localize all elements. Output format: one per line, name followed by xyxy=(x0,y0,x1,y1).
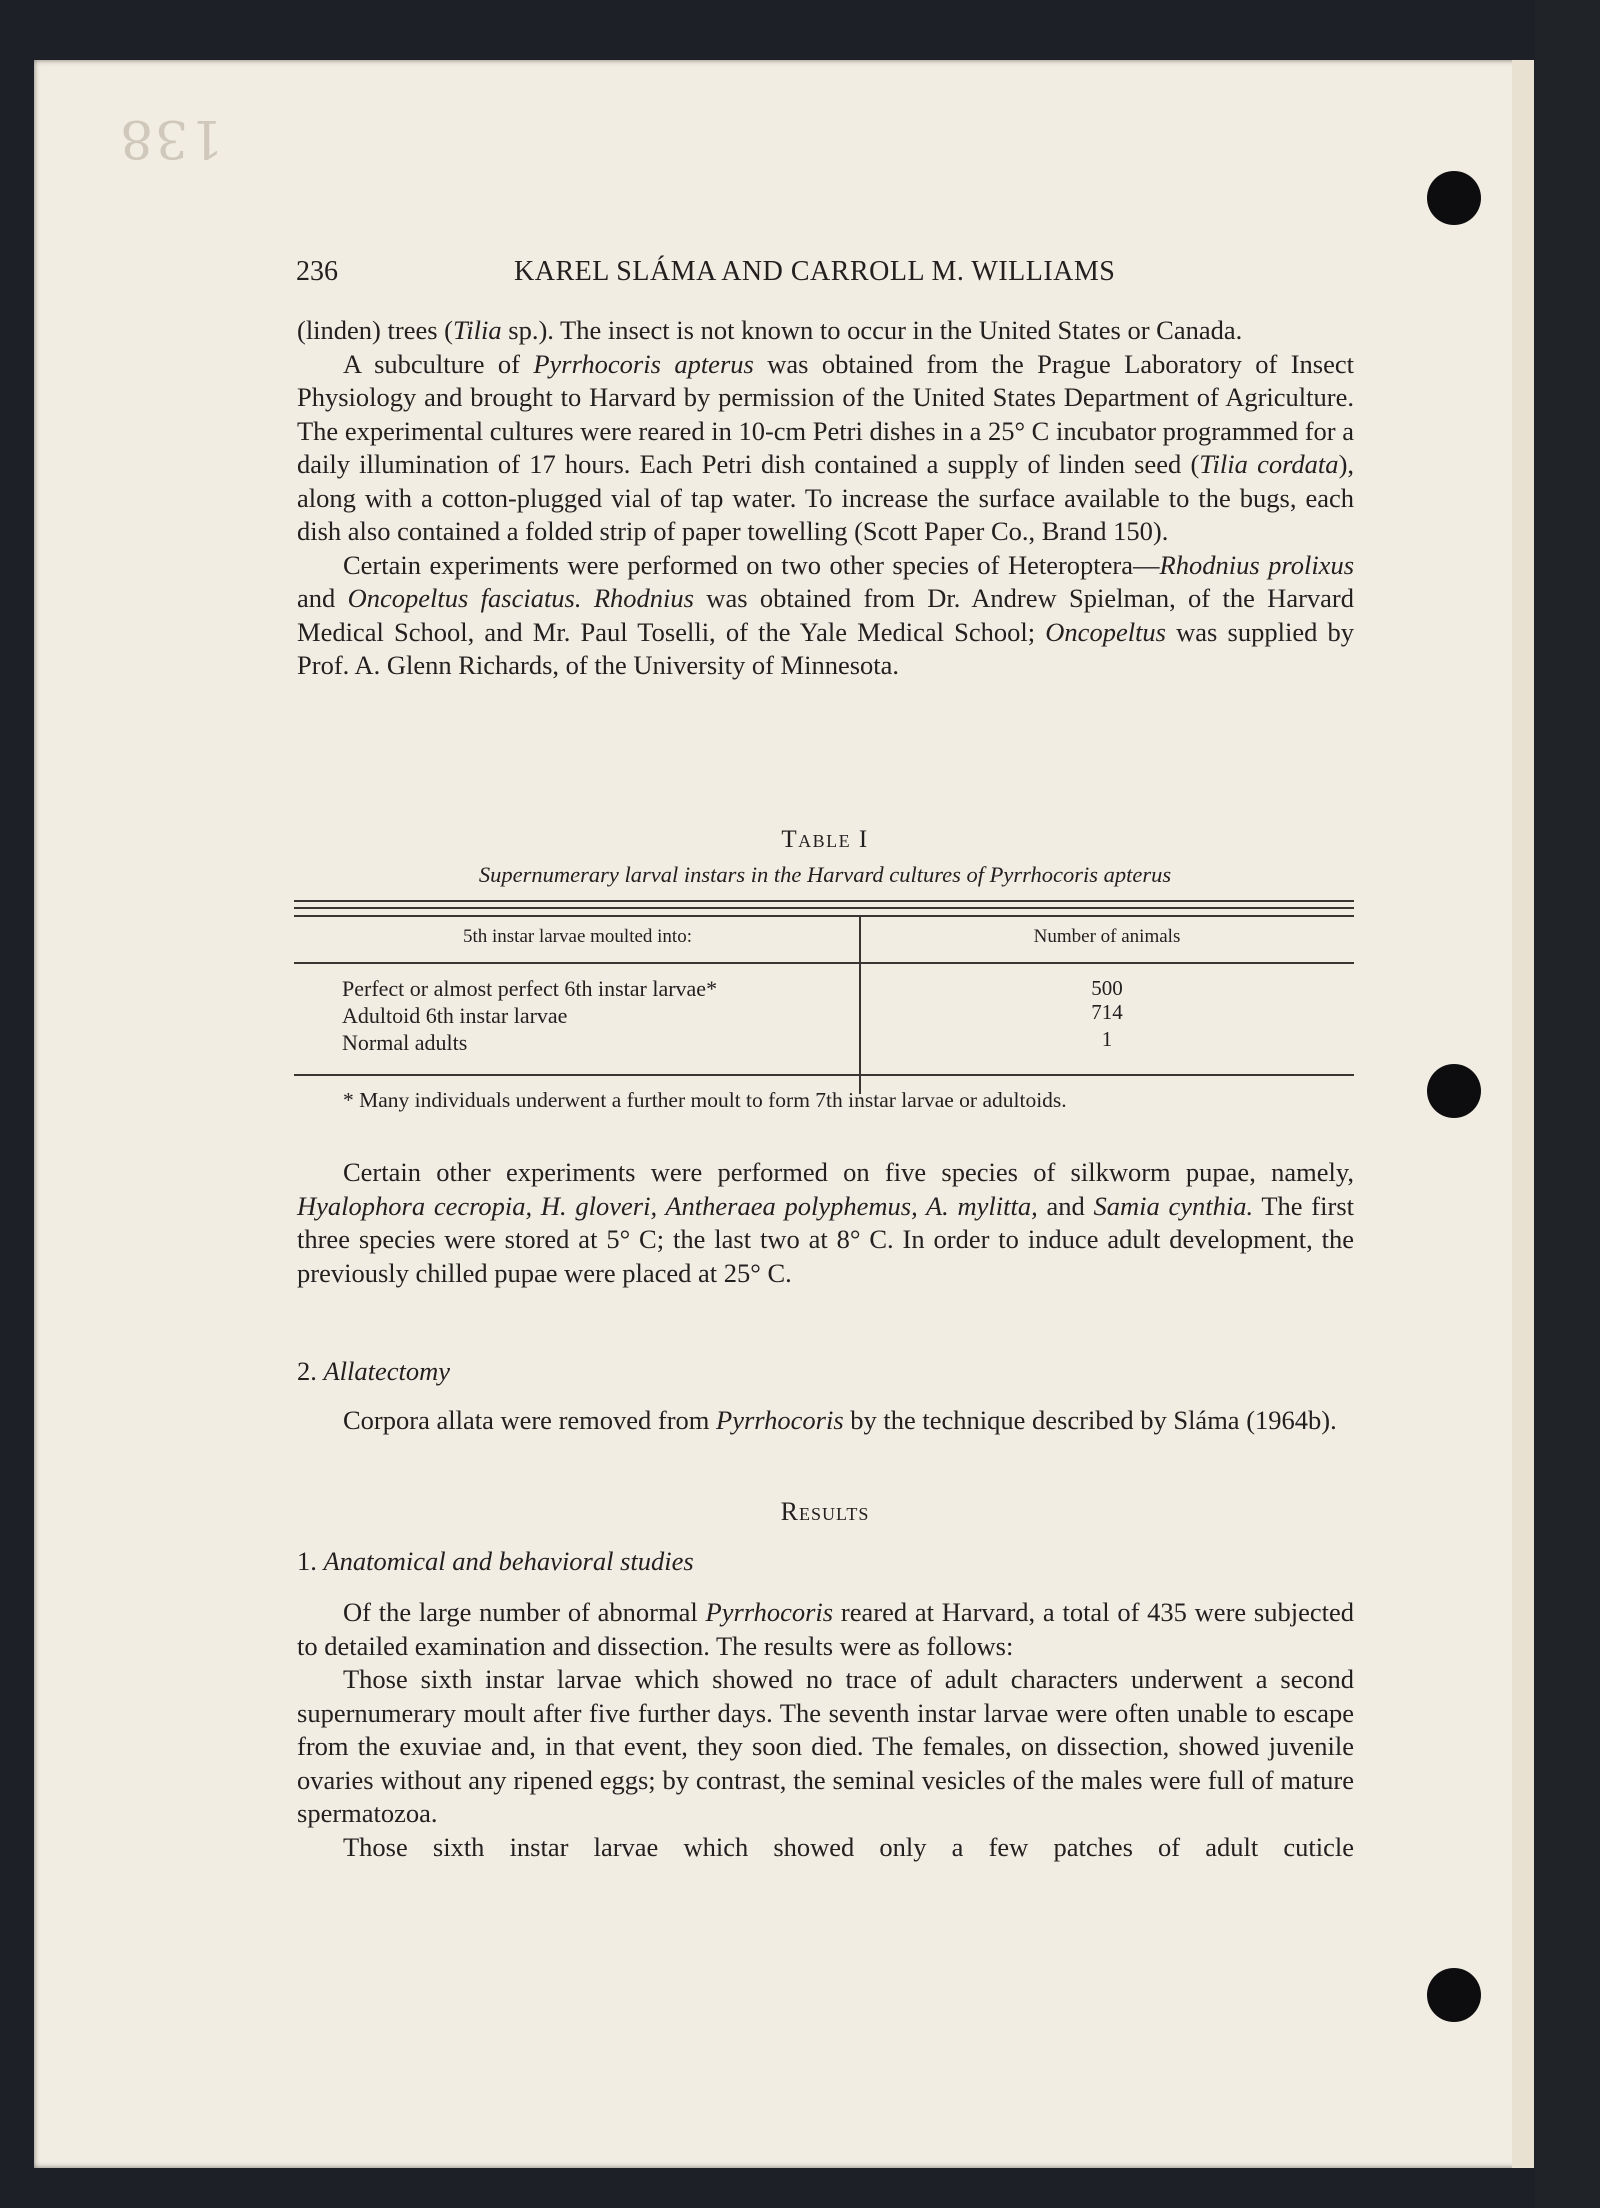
table-row-value: 1 xyxy=(1101,1027,1113,1051)
running-head xyxy=(296,256,1354,296)
table-label: Table I xyxy=(781,826,869,853)
paragraph: Those sixth instar larvae which showed only a few patches of adult cuticle xyxy=(343,1831,1354,1862)
table-caption: Supernumerary larval instars in the Harvard cultures of Pyrrhocoris apterus xyxy=(478,862,1172,887)
table-row-value: 714 xyxy=(1091,1000,1123,1024)
handwritten-page-note: 138 xyxy=(118,108,224,168)
results-heading: Results xyxy=(780,1497,870,1526)
section-heading-anatomical: 1. Anatomical and behavioral studies xyxy=(297,1546,694,1576)
punch-hole-top xyxy=(1427,171,1481,225)
table-rule xyxy=(294,907,1354,909)
page-edge xyxy=(1512,60,1534,2168)
punch-hole-bottom xyxy=(1427,1968,1481,2022)
paragraph: A subculture of Pyrrhocoris apterus was obtained from the Prague Laboratory of Insect Physiology and brought to Harvard by permission of the United States Department of Agriculture. The experimental cultures were reared in 10-cm Petri dishes in a 25° C incubator programmed for a daily illumination of 17 hours. Each Petri dish contained a supply of linden seed (Tilia cordata), along with a cotton-plugged vial of tap water. To increase the surface available to the bugs, each dish also contained a folded strip of paper towelling (Scott Paper Co., Brand 150). xyxy=(297,348,1355,546)
table-footnote: * Many individuals underwent a further moult to form 7th instar larvae or adultoids. xyxy=(343,1088,1067,1112)
punch-hole-middle xyxy=(1427,1064,1481,1118)
table-header-category: 5th instar larvae moulted into: xyxy=(462,926,692,947)
body-text-block-2 xyxy=(297,1156,1354,1290)
running-head-authors: KAREL SLÁMA AND CARROLL M. WILLIAMS xyxy=(514,256,1116,287)
paragraph: Certain experiments were performed on two other species of Heteroptera—Rhodnius prolixus and Oncopeltus fasciatus. Rhodnius was obtained from Dr. Andrew Spielman, of the Harvard Medical School, and Mr. Paul Toselli, of the Yale Medical School; Oncopeltus was supplied by Prof. A. Glenn Richards, of the University of Minnesota. xyxy=(297,549,1355,680)
table-row-label: Adultoid 6th instar larvae xyxy=(342,1003,568,1028)
table-row-label: Perfect or almost perfect 6th instar larvae* xyxy=(342,976,718,1001)
paragraph: Of the large number of abnormal Pyrrhocoris reared at Harvard, a total of 435 were subjected to detailed examination and dissection. The results were as follows: xyxy=(297,1597,1354,1661)
scan-background xyxy=(1535,0,1600,2208)
paragraph: Certain other experiments were performed on five species of silkworm pupae, namely, Hyalophora cecropia, H. gloveri, Antheraea polyphemus, A. mylitta, and Samia cynthia. The first three species were stored at 5° C; the last two at 8° C. In order to induce adult development, the previously chilled pupae were placed at 25° C. xyxy=(297,1157,1354,1288)
body-text-block-3 xyxy=(297,1404,1354,1438)
table-rule xyxy=(294,915,1354,917)
table-row-label: Normal adults xyxy=(342,1030,468,1055)
paragraph: Corpora allata were removed from Pyrrhocoris by the technique described by Sláma (1964b). xyxy=(343,1405,1337,1435)
table-header-count: Number of animals xyxy=(1033,926,1181,947)
paragraph: (linden) trees (Tilia sp.). The insect is not known to occur in the United States or Canada. xyxy=(297,315,1243,345)
paragraph: Those sixth instar larvae which showed no trace of adult characters underwent a second supernumerary moult after five further days. The seventh instar larvae were often unable to escape from the exuviae and, in that event, they soon died. The females, on dissection, showed juvenile ovaries without any ripened eggs; by contrast, the seminal vesicles of the males were full of mature spermatozoa. xyxy=(297,1664,1354,1828)
table-row-value: 500 xyxy=(1091,976,1123,1000)
section-heading-allatectomy: 2. Allatectomy xyxy=(297,1356,451,1386)
page-number: 236 xyxy=(296,256,338,287)
body-text-block-4 xyxy=(297,1596,1354,1864)
table-rule xyxy=(294,900,1354,902)
body-text-block-1 xyxy=(297,314,1354,683)
table-rule xyxy=(294,1074,1354,1076)
table-rule xyxy=(294,962,1354,964)
